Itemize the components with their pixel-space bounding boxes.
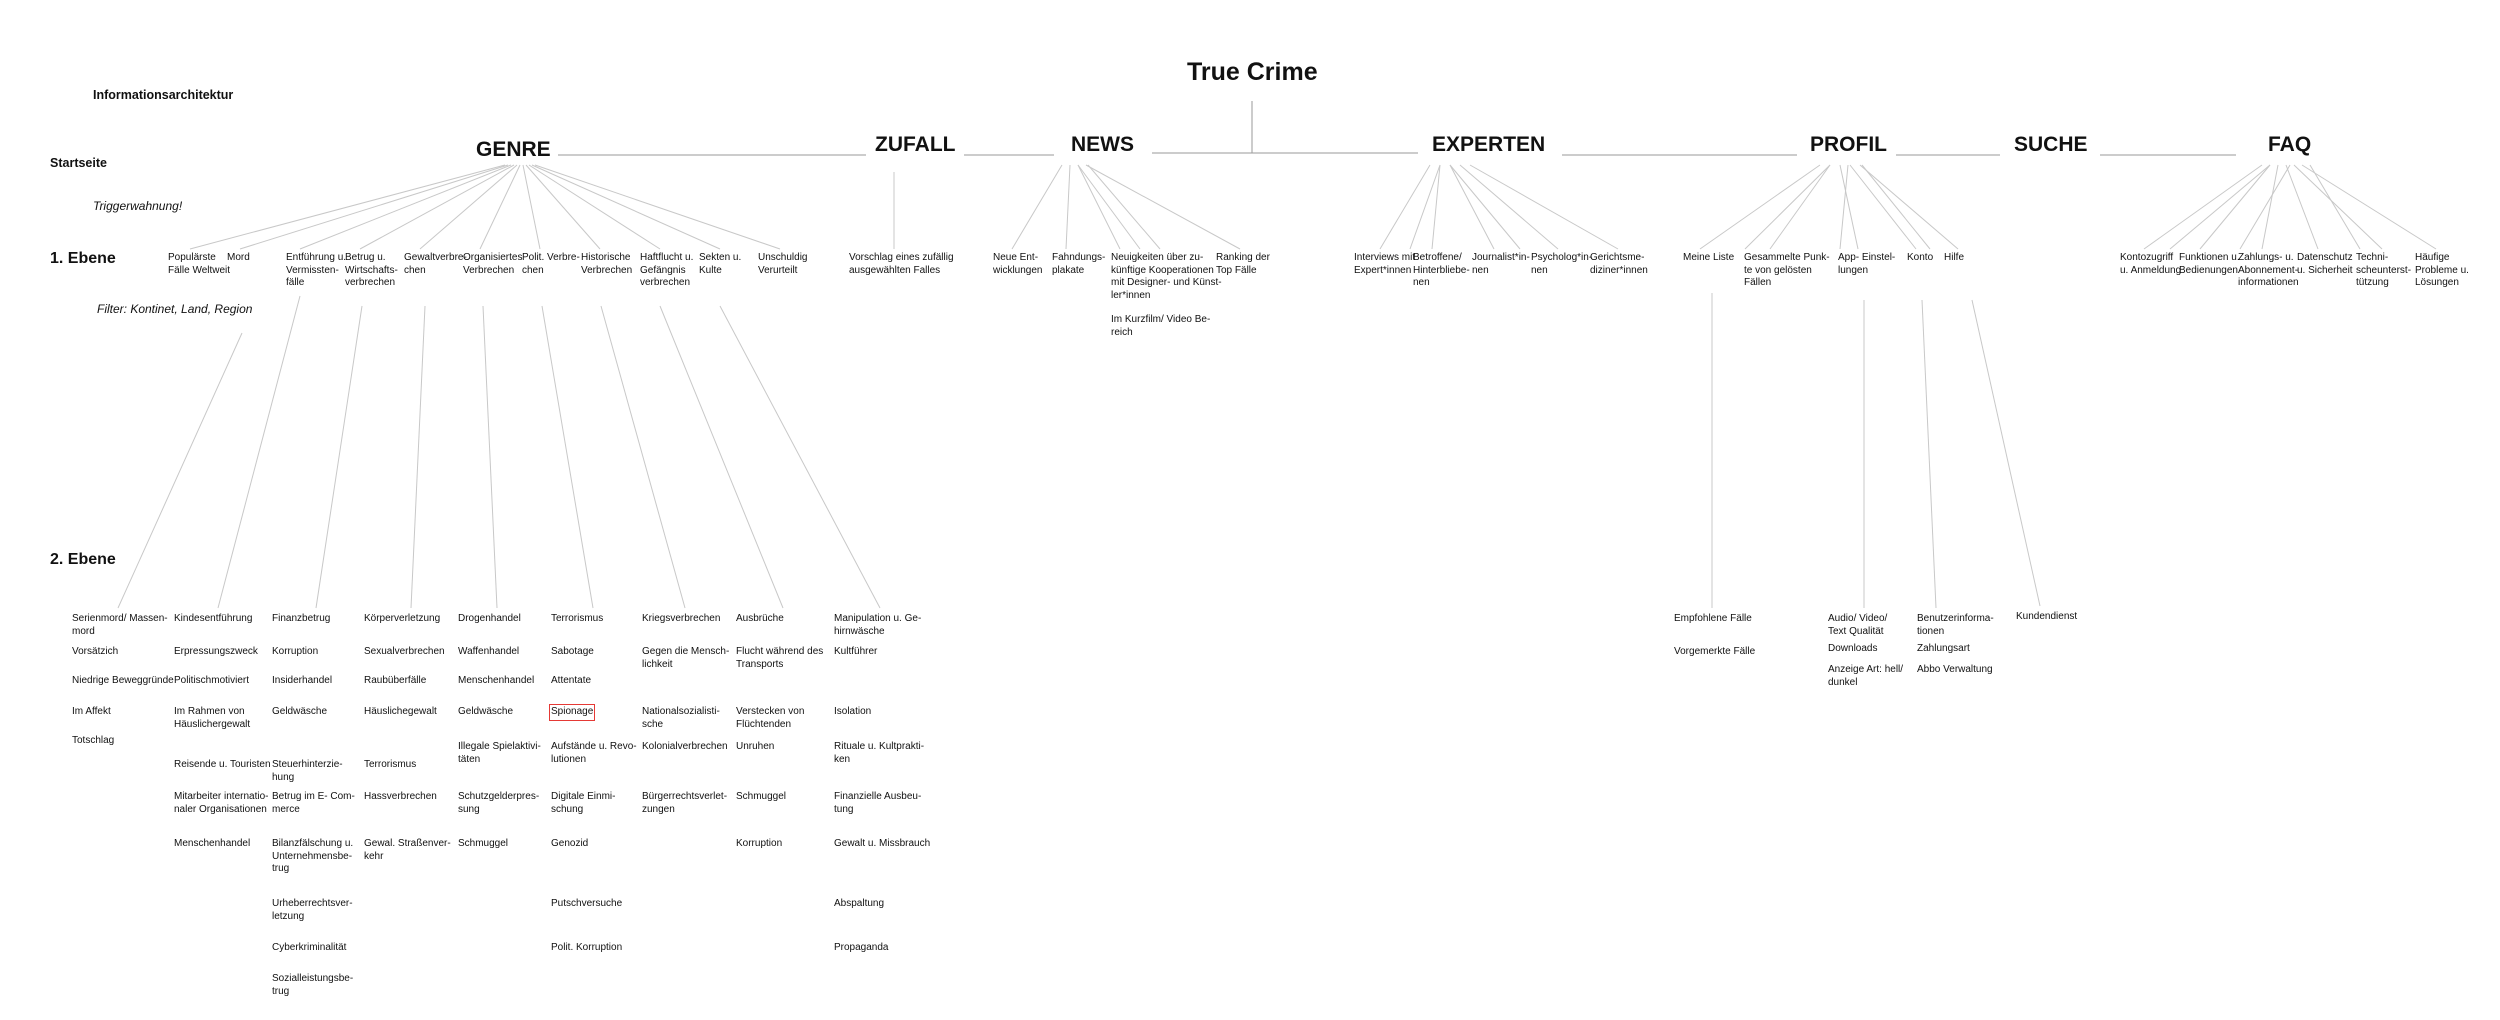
betrug-sub-item[interactable]: Insiderhandel bbox=[272, 675, 333, 686]
profil-konto-sub-item[interactable]: Benutzerinforma- tionen bbox=[1917, 613, 1994, 637]
haftflucht-sub-item[interactable]: Schmuggel bbox=[736, 791, 787, 802]
filter-label: Filter: Kontinet, Land, Region bbox=[97, 302, 253, 316]
faq-fan-line bbox=[2144, 165, 2262, 249]
level1-label: 1. Ebene bbox=[50, 250, 116, 267]
betrug-sub-item[interactable]: Geldwäsche bbox=[272, 706, 328, 717]
haftflucht-sub-item[interactable]: Ausbrüche bbox=[736, 613, 784, 624]
nav-genre[interactable]: GENRE bbox=[476, 138, 551, 161]
genre-item-mord[interactable]: Mord bbox=[227, 252, 250, 263]
profil-liste-sub-item[interactable]: Empfohlene Fälle bbox=[1674, 613, 1752, 624]
genre-item-populaerste[interactable]: Populärste Fälle Weltweit bbox=[168, 252, 231, 276]
sekten-sub-item[interactable]: Kultführer bbox=[834, 646, 878, 657]
nav-profil[interactable]: PROFIL bbox=[1810, 133, 1887, 156]
faq-item[interactable]: Datenschutz u. Sicherheit bbox=[2297, 252, 2353, 276]
profil-branch-line bbox=[1922, 300, 1936, 608]
gewalt-sub-item[interactable]: Körperverletzung bbox=[364, 613, 441, 624]
politisch-sub-item[interactable]: Putschversuche bbox=[551, 898, 623, 909]
historisch-sub-item[interactable]: Gegen die Mensch- lichkeit bbox=[642, 646, 730, 670]
historisch-sub-item[interactable]: Kolonialverbrechen bbox=[642, 741, 728, 752]
haftflucht-sub-item[interactable]: Unruhen bbox=[736, 741, 775, 752]
faq-item[interactable]: Häufige Probleme u. Lösungen bbox=[2415, 252, 2469, 288]
betrug-sub-item[interactable]: Finanzbetrug bbox=[272, 613, 331, 624]
genre-branch-line bbox=[411, 306, 425, 608]
trigger-warning: Triggerwahnung! bbox=[93, 199, 183, 213]
faq-fan-line bbox=[2262, 165, 2278, 249]
experten-item[interactable]: Gerichtsme- diziner*innen bbox=[1590, 252, 1648, 276]
profil-app-sub-item[interactable]: Anzeige Art: hell/ dunkel bbox=[1828, 664, 1904, 688]
faq-fan-line bbox=[2240, 165, 2290, 249]
haftflucht-sub-item[interactable]: Verstecken von Flüchtenden bbox=[736, 706, 805, 730]
nav-zufall[interactable]: ZUFALL bbox=[875, 133, 956, 156]
genre-fan-line bbox=[529, 165, 660, 249]
genre-item-unschuldig[interactable]: Unschuldig Verurteilt bbox=[758, 252, 808, 276]
betrug-sub-item[interactable]: Korruption bbox=[272, 646, 319, 657]
mord-sub-item[interactable]: Totschlag bbox=[72, 735, 115, 746]
experten-fan-line bbox=[1380, 165, 1430, 249]
news-video-item[interactable]: Im Kurzfilm/ Video Be- reich bbox=[1111, 314, 1211, 338]
politisch-sub-item[interactable]: Sabotage bbox=[551, 646, 594, 657]
genre-item-betrug[interactable]: Betrug u. Wirtschafts- verbrechen bbox=[345, 252, 398, 288]
sekten-sub-item[interactable]: Abspaltung bbox=[834, 898, 885, 909]
sekten-sub-item[interactable]: Gewalt u. Missbrauch bbox=[834, 838, 931, 849]
genre-fan-line bbox=[300, 165, 511, 249]
zufall-item[interactable]: Vorschlag eines zufällig ausgewählten Falles bbox=[849, 252, 954, 276]
genre-fan-line bbox=[190, 165, 505, 249]
mord-sub-item[interactable]: Niedrige Beweggründe bbox=[72, 675, 174, 686]
genre-item-haftflucht[interactable]: Haftflucht u. Gefängnis verbrechen bbox=[640, 252, 694, 288]
faq-item[interactable]: Funktionen u. Bedienungen bbox=[2179, 252, 2240, 276]
gewalt-sub-item[interactable]: Hassverbrechen bbox=[364, 791, 437, 802]
genre-item-gewalt[interactable]: Gewaltverbre- chen bbox=[404, 252, 467, 276]
genre-item-politisch[interactable]: Polit. Verbre- chen bbox=[522, 252, 580, 276]
genre-branch-line bbox=[483, 306, 497, 608]
profil-fan-line bbox=[1745, 165, 1830, 249]
startseite-label: Startseite bbox=[50, 156, 107, 170]
nav-news[interactable]: NEWS bbox=[1071, 133, 1134, 156]
genre-branch-line bbox=[720, 306, 880, 608]
mord-sub-item[interactable]: Serienmord/ Massen- mord bbox=[72, 613, 168, 637]
gewalt-sub-item[interactable]: Sexualverbrechen bbox=[364, 646, 445, 657]
organisiert-sub-item[interactable]: Menschenhandel bbox=[458, 675, 535, 686]
politisch-sub-item[interactable]: Terrorismus bbox=[551, 613, 604, 624]
page-title: True Crime bbox=[1187, 58, 1318, 86]
entfuehrung-sub-item[interactable]: Im Rahmen von Häuslichergewalt bbox=[174, 706, 251, 730]
experten-item[interactable]: Journalist*in- nen bbox=[1472, 252, 1530, 276]
news-fan-line bbox=[1066, 165, 1070, 249]
faq-item[interactable]: Kontozugriff u. Anmeldung bbox=[2120, 252, 2182, 276]
genre-branch-line bbox=[601, 306, 685, 608]
news-item[interactable]: Neue Ent- wicklungen bbox=[993, 252, 1043, 276]
news-fan-line bbox=[1012, 165, 1062, 249]
faq-item[interactable]: Techni- scheunterst- tützung bbox=[2356, 252, 2412, 288]
mord-sub-item[interactable]: Im Affekt bbox=[72, 706, 111, 717]
politisch-sub-item[interactable]: Attentate bbox=[551, 675, 592, 686]
betrug-sub-item[interactable]: Sozialleistungsbe- trug bbox=[272, 973, 354, 997]
gewalt-sub-item[interactable]: Gewal. Straßenver- kehr bbox=[364, 838, 451, 862]
organisiert-sub-item[interactable]: Schmuggel bbox=[458, 838, 509, 849]
profil-hilfe-sub-item[interactable]: Kundendienst bbox=[2016, 611, 2078, 622]
architecture-label: Informationsarchitektur bbox=[93, 88, 234, 102]
organisiert-sub-item[interactable]: Illegale Spielaktivi- täten bbox=[458, 741, 541, 765]
betrug-sub-item[interactable]: Bilanzfälschung u. Unternehmensbe- trug bbox=[272, 838, 354, 874]
genre-fan-line bbox=[480, 165, 520, 249]
faq-fan-line bbox=[2310, 165, 2360, 249]
profil-item-hilfe[interactable]: Hilfe bbox=[1944, 252, 1965, 263]
genre-fan-line bbox=[360, 165, 514, 249]
politisch-sub-item[interactable]: Aufstände u. Revo- lutionen bbox=[551, 741, 637, 765]
sekten-sub-item[interactable]: Rituale u. Kultprakti- ken bbox=[834, 741, 925, 765]
profil-fan-line bbox=[1840, 165, 1858, 249]
entfuehrung-sub-item[interactable]: Kindesentführung bbox=[174, 613, 253, 624]
profil-item-meine-liste[interactable]: Meine Liste bbox=[1683, 252, 1735, 263]
nav-suche[interactable]: SUCHE bbox=[2014, 133, 2088, 156]
betrug-sub-item[interactable]: Steuerhinterzie- hung bbox=[272, 759, 343, 783]
nav-faq[interactable]: FAQ bbox=[2268, 133, 2312, 156]
genre-item-entfuehrung[interactable]: Entführung u. Vermissten- fälle bbox=[286, 252, 347, 288]
news-item[interactable]: Neuigkeiten über zu- künftige Kooperationen mit Designer- und Künst- ler*innen bbox=[1111, 252, 1222, 301]
profil-fan-line bbox=[1700, 165, 1820, 249]
organisiert-sub-item[interactable]: Geldwäsche bbox=[458, 706, 514, 717]
nav-experten[interactable]: EXPERTEN bbox=[1432, 133, 1546, 156]
betrug-sub-item[interactable]: Cyberkriminalität bbox=[272, 942, 347, 953]
profil-app-sub-item[interactable]: Audio/ Video/ Text Qualität bbox=[1828, 613, 1888, 637]
mord-sub-item[interactable]: Vorsätzich bbox=[72, 646, 119, 657]
entfuehrung-sub-item[interactable]: Politischmotiviert bbox=[174, 675, 250, 686]
profil-liste-sub-item[interactable]: Vorgemerkte Fälle bbox=[1674, 646, 1756, 657]
sekten-sub-item[interactable]: Manipulation u. Ge- hirnwäsche bbox=[834, 613, 922, 637]
experten-item[interactable]: Psycholog*in- nen bbox=[1531, 252, 1593, 276]
historisch-sub-item[interactable]: Nationalsozialisti- sche bbox=[642, 706, 720, 730]
spionage-highlighted-item[interactable]: Spionage bbox=[551, 706, 594, 717]
experten-fan-line bbox=[1450, 165, 1494, 249]
genre-fan-line bbox=[535, 165, 780, 249]
historisch-sub-item[interactable]: Bürgerrechtsverlet- zungen bbox=[642, 791, 728, 815]
haftflucht-sub-item[interactable]: Korruption bbox=[736, 838, 783, 849]
experten-item[interactable]: Interviews mit Expert*innen bbox=[1354, 252, 1416, 276]
genre-item-sekten[interactable]: Sekten u. Kulte bbox=[699, 252, 742, 276]
profil-branch-line bbox=[1972, 300, 2040, 606]
betrug-sub-item[interactable]: Betrug im E- Com- merce bbox=[272, 791, 355, 815]
faq-fan-line bbox=[2200, 165, 2270, 249]
level2-label: 2. Ebene bbox=[50, 551, 116, 568]
news-item[interactable]: Fahndungs- plakate bbox=[1052, 252, 1106, 276]
genre-branch-line bbox=[660, 306, 783, 608]
faq-fan-line bbox=[2170, 165, 2270, 249]
news-item[interactable]: Ranking der Top Fälle bbox=[1216, 252, 1270, 276]
profil-konto-sub-item[interactable]: Abbo Verwaltung bbox=[1917, 664, 1993, 675]
faq-item[interactable]: Zahlungs- u. Abonnement- informationen bbox=[2238, 252, 2299, 288]
betrug-sub-item[interactable]: Urheberrechtsver- letzung bbox=[272, 898, 353, 922]
politisch-sub-item[interactable]: Polit. Korruption bbox=[551, 942, 623, 953]
genre-branch-line bbox=[316, 306, 362, 608]
politisch-sub-item[interactable]: Genozid bbox=[551, 838, 589, 849]
historisch-sub-item[interactable]: Kriegsverbrechen bbox=[642, 613, 721, 624]
profil-item-punkte[interactable]: Gesammelte Punk- te von gelösten Fällen bbox=[1744, 252, 1830, 288]
organisiert-sub-item[interactable]: Drogenhandel bbox=[458, 613, 521, 624]
profil-app-sub-item[interactable]: Downloads bbox=[1828, 643, 1878, 654]
organisiert-sub-item[interactable]: Schutzgelderpres- sung bbox=[458, 791, 540, 815]
profil-fan-line bbox=[1770, 165, 1830, 249]
gewalt-sub-item[interactable]: Häuslichegewalt bbox=[364, 706, 437, 717]
gewalt-sub-item[interactable]: Raubüberfälle bbox=[364, 675, 427, 686]
profil-item-app-einstellungen[interactable]: App- Einstel- lungen bbox=[1838, 252, 1896, 276]
profil-item-konto[interactable]: Konto bbox=[1907, 252, 1934, 263]
profil-fan-line bbox=[1862, 165, 1930, 249]
haftflucht-sub-item[interactable]: Flucht während des Transports bbox=[736, 646, 824, 670]
genre-branch-line bbox=[118, 333, 242, 608]
genre-item-historisch[interactable]: Historische Verbrechen bbox=[581, 252, 633, 276]
gewalt-sub-item[interactable]: Terrorismus bbox=[364, 759, 417, 770]
genre-item-organisiert[interactable]: Organisiertes Verbrechen bbox=[463, 252, 523, 276]
organisiert-sub-item[interactable]: Waffenhandel bbox=[458, 646, 520, 657]
entfuehrung-sub-item[interactable]: Menschenhandel bbox=[174, 838, 251, 849]
sekten-sub-item[interactable]: Finanzielle Ausbeu- tung bbox=[834, 791, 922, 815]
entfuehrung-sub-item[interactable]: Erpressungszweck bbox=[174, 646, 258, 657]
sekten-sub-item[interactable]: Isolation bbox=[834, 706, 872, 717]
profil-fan-line bbox=[1840, 165, 1848, 249]
genre-branch-line bbox=[218, 296, 300, 608]
entfuehrung-sub-item[interactable]: Reisende u. Touristen bbox=[174, 759, 271, 770]
profil-fan-line bbox=[1850, 165, 1916, 249]
profil-fan-line bbox=[1860, 165, 1958, 249]
genre-fan-line bbox=[532, 165, 720, 249]
profil-konto-sub-item[interactable]: Zahlungsart bbox=[1917, 643, 1970, 654]
sekten-sub-item[interactable]: Propaganda bbox=[834, 942, 889, 953]
experten-item[interactable]: Betroffene/ Hinterbliebe- nen bbox=[1413, 252, 1470, 288]
faq-fan-line bbox=[2286, 165, 2318, 249]
genre-branch-line bbox=[542, 306, 593, 608]
politisch-sub-item[interactable]: Digitale Einmi- schung bbox=[551, 791, 616, 815]
entfuehrung-sub-item[interactable]: Mitarbeiter internatio- naler Organisationen bbox=[174, 791, 269, 815]
